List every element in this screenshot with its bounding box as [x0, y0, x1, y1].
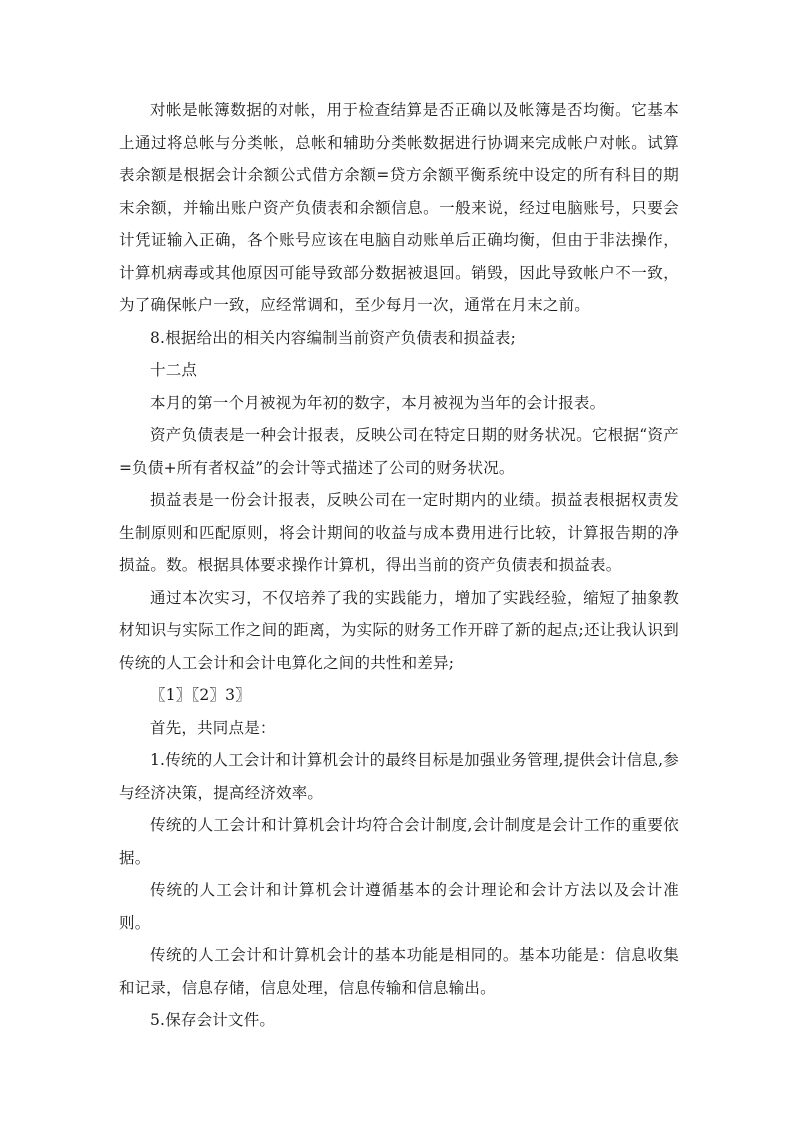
- document-body: [119, 94, 679, 1037]
- paragraph-balance-sheet: 资产负债表是一种会计报表，反映公司在特定日期的财务状况。它根据“资产=负债+所有者权益”的会计等式描述了公司的财务状况。: [119, 426, 679, 477]
- paragraph-point-2: 传统的人工会计和计算机会计均符合会计制度,会计制度是会计工作的重要依据。: [119, 816, 679, 867]
- paragraph-month: 本月的第一个月被视为年初的数字，本月被视为当年的会计报表。: [150, 393, 606, 412]
- paragraph-point-4: 传统的人工会计和计算机会计的基本功能是相同的。基本功能是：信息收集和记录，信息存储，信息处理，信息传输和信息输出。: [119, 946, 679, 997]
- paragraph-internship: 通过本次实习，不仅培养了我的实践能力，增加了实践经验，缩短了抽象教材知识与实际工作之间的距离，为实际的财务工作开辟了新的起点;还让我认识到传统的人工会计和会计电算化之间的共性和差异;: [119, 588, 679, 672]
- paragraph-point-3: 传统的人工会计和计算机会计遵循基本的会计理论和会计方法以及会计准则。: [119, 881, 679, 932]
- paragraph-income-statement: 损益表是一份会计报表，反映公司在一定时期内的业绩。损益表根据权责发生制原则和匹配原则，将会计期间的收益与成本费用进行比较，计算报告期的净损益。数。根据具体要求操作计算机，得出当前的资产负债表和损益表。: [119, 491, 679, 574]
- paragraph-references: 〖1〗〖2〗3〗: [150, 686, 251, 704]
- paragraph-reconciliation: 对帐是帐簿数据的对帐，用于检查结算是否正确以及帐簿是否均衡。它基本上通过将总帐与分类帐，总帐和辅助分类帐数据进行协调来完成帐户对帐。试算表余额是根据会计余额公式借方余额=贷方余额平衡系统中设定的所有科目的期末余额，并输出账户资产负债表和余额信息。一般来说，经过电脑账号，只要会计凭证输入正确，各个账号应该在电脑自动账单后正确均衡，但由于非法操作，计算机病毒或其他原因可能导致部分数据被退回。销毁，因此导致帐户不一致，为了确保帐户一致，应经常调和，至少每月一次，通常在月末之前。: [119, 101, 679, 314]
- paragraph-first: 首先，共同点是：: [150, 718, 276, 737]
- paragraph-point-5: 5.保存会计文件。: [150, 1011, 276, 1029]
- paragraph-step-8: 8.根据给出的相关内容编制当前资产负债表和损益表;: [150, 328, 517, 347]
- paragraph-point-1: 1.传统的人工会计和计算机会计的最终目标是加强业务管理,提供会计信息,参与经济决策，提高经济效率。: [119, 751, 679, 802]
- paragraph-twelve: 十二点: [150, 361, 198, 379]
